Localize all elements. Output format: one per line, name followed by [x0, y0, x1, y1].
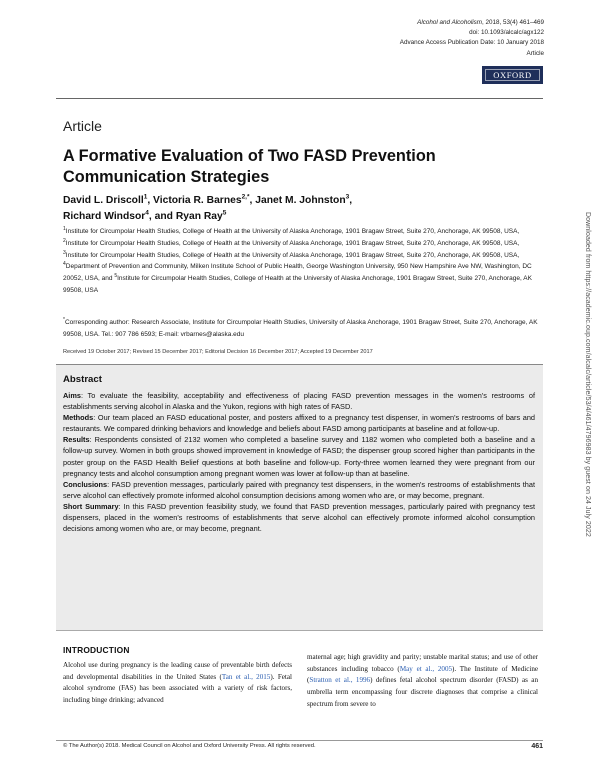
affil-text: Institute for Circumpolar Health Studies, College of Health at the University of Alaska Anchorage, 1901 Bragaw Street, Suite 270, Anchorage, AK 99508, USA, [65, 251, 520, 259]
author[interactable] [153, 195, 249, 206]
affil-text: Institute for Circumpolar Health Studies, College of Health at the University of Alaska Anchorage, 1901 Bragaw Street, Suite 270, Anchorage, AK 99508, USA [63, 275, 532, 294]
author[interactable] [176, 211, 227, 222]
author-sup: 2,* [241, 193, 250, 201]
author-name: Ryan Ray [175, 210, 223, 222]
received-dates: Received 19 October 2017; Revised 15 December 2017; Editorial Decision 16 December 2017; Accepted 19 December 2017 [63, 349, 373, 355]
author-sup: 5 [222, 209, 227, 217]
abstract-text: : In this FASD prevention feasibility study, we found that FASD prevention messages, particularly paired with pregnancy test dispensers, placed in the women's restrooms of establishments that serve alcohol can effectively promote informed alcohol consumption decisions among women who are, or may become, pregnant. [63, 501, 535, 534]
download-note: Downloaded from https://academic.oup.com/alcalc/article/53/4/461/4796983 by guest on 24 July 2022 [584, 212, 591, 537]
affil-sup: 1 [63, 225, 66, 232]
abstract-label: Aims [63, 391, 81, 400]
author-name: Janet M. Johnston [255, 195, 346, 206]
abstract-label: Results [63, 435, 90, 445]
affil-text: Institute for Circumpolar Health Studies, College of Health at the University of Alaska Anchorage, 1901 Bragaw Street, Suite 270, Anchorage, AK 99508, USA, [65, 239, 520, 247]
abstract-section-methods [63, 412, 535, 434]
affil-sup: 2 [63, 237, 66, 244]
abstract-section-results [63, 434, 535, 478]
affiliations [63, 226, 541, 297]
abstract-section-aims [63, 390, 535, 412]
affil-text: Department of Prevention and Community, Milken Institute School of Public Health, George Washington University, 950 New Hampshire Ave NW, Washington, DC 20052, USA, and [63, 263, 532, 283]
affil-sup: 4 [63, 261, 66, 268]
abstract-text: : FASD prevention messages, particularly paired with pregnancy test dispensers, in the women's restrooms of establishments that serve alcohol can effectively promote informed alcohol consumption decisions among women who are, or may become, pregnant. [63, 479, 535, 500]
abstract-label: Methods [63, 413, 94, 423]
author-name: Richard Windsor [63, 210, 146, 222]
abstract-body [63, 390, 535, 534]
copyright-notice: © The Author(s) 2018. Medical Council on Alcohol and Oxford University Press. All rights reserved. [63, 743, 316, 749]
advance-access-date: Advance Access Publication Date: 10 January 2018 [399, 39, 544, 47]
abstract-heading: Abstract [63, 374, 102, 385]
abstract-text: : Respondents consisted of 2132 women who completed a baseline survey and 1182 women who completed both a baseline and a follow-up survey. Women in both groups showed improvement in knowledge of FASD; the dispenser group scored higher than participants in the poster group on the FASD Health Belief questions at both baseline and follow-up. Forty-three women learned they were pregnant from our pregnancy tests and alcohol consumption among pregnant women was lower at follow-up than at baseline. [63, 435, 535, 478]
intro-text: ). The Institute of Medicine ( [307, 664, 539, 685]
author-name: David L. Driscoll [63, 195, 144, 206]
corresponding-author [63, 317, 541, 340]
intro-column-right [307, 652, 538, 711]
oxford-logo-text: OXFORD [493, 70, 532, 80]
affil-text: Institute for Circumpolar Health Studies, College of Health at the University of Alaska Anchorage, 1901 Bragaw Street, Suite 270, Anchorage, AK 99508, USA, [65, 228, 520, 235]
corr-text: Corresponding author: Research Associate, Institute for Circumpolar Health Studies, University of Alaska Anchorage, 1901 Bragaw Street, Suite 270, Anchorage, AK 99508, USA. Tel.: 907 786 6593; E-mail: vrbarnes@alaska.edu [63, 319, 538, 338]
intro-text: Alcohol use during pregnancy is the leading cause of preventable birth defects and developmental disabilities in the United States ( [63, 661, 292, 681]
corr-sup: * [63, 316, 65, 323]
page-number: 461 [531, 743, 543, 750]
author[interactable] [63, 211, 149, 222]
abstract-section-short-summary [63, 501, 535, 534]
footer-divider [56, 740, 543, 741]
article-type: Article [63, 118, 102, 134]
intro-text: ) defines fetal alcohol spectrum disorder (FASD) as an umbrella term encompassing four discrete diagnoses that comprise a clinical spectrum from severe to [307, 676, 538, 708]
author-sup: 4 [145, 209, 149, 217]
intro-column-left [63, 660, 292, 707]
author-sep: , [147, 195, 154, 206]
abstract-text: : To evaluate the feasibility, acceptability and effectiveness of placing FASD prevention messages in the women's restrooms of establishments serving alcohol in Alaska and the Yukon, regions with high rates of FASD. [63, 391, 535, 412]
author-sep: , [349, 195, 353, 206]
article-title: A Formative Evaluation of Two FASD Prevention Communication Strategies [63, 147, 436, 186]
author-sup: 1 [143, 193, 148, 201]
abstract-section-conclusions [63, 479, 535, 501]
abstract-divider [56, 364, 543, 365]
author-sep: , and [148, 210, 176, 222]
oxford-logo [482, 66, 543, 84]
author-list [63, 193, 533, 224]
intro-text: ). Fetal alcohol syndrome (FAS) has been associated with a variety of risk factors, including binge drinking; advanced [63, 672, 293, 705]
header-divider [56, 98, 543, 99]
author[interactable] [255, 195, 349, 206]
author[interactable] [63, 195, 147, 206]
intro-text: maternal age; high gravidity and parity; unstable marital status; and use of other substances including tobacco ( [307, 653, 538, 673]
introduction-heading: INTRODUCTION [63, 645, 130, 655]
citation-link[interactable]: May et al., 2005 [399, 664, 453, 673]
abstract-text: : Our team placed an FASD educational poster, and posters affixed to a pregnancy test dispenser, in women's restrooms of bars and restaurants. We compared drinking behaviors and knowledge and beliefs about FASD among participants at baseline and at follow-up. [63, 413, 535, 434]
download-watermark [582, 212, 592, 562]
affil-sup: 3 [63, 249, 66, 256]
journal-citation: , 2018, 53(4) 461–469 [482, 19, 544, 26]
affil-sup: 5 [114, 273, 118, 280]
journal-name: Alcohol and Alcoholism [417, 19, 483, 26]
author-sep: , [249, 195, 256, 206]
author-sup: 3 [345, 193, 350, 201]
article-label: Article [526, 49, 544, 57]
author-name: Victoria R. Barnes [153, 195, 242, 206]
abstract-label: Short Summary [63, 501, 119, 511]
abstract-label: Conclusions [63, 479, 108, 489]
doi[interactable]: doi: 10.1093/alcalc/agx122 [469, 29, 544, 37]
citation-link[interactable]: Tan et al., 2015 [221, 672, 271, 681]
citation-link[interactable]: Stratton et al., 1996 [309, 676, 371, 685]
journal-meta [244, 18, 544, 59]
